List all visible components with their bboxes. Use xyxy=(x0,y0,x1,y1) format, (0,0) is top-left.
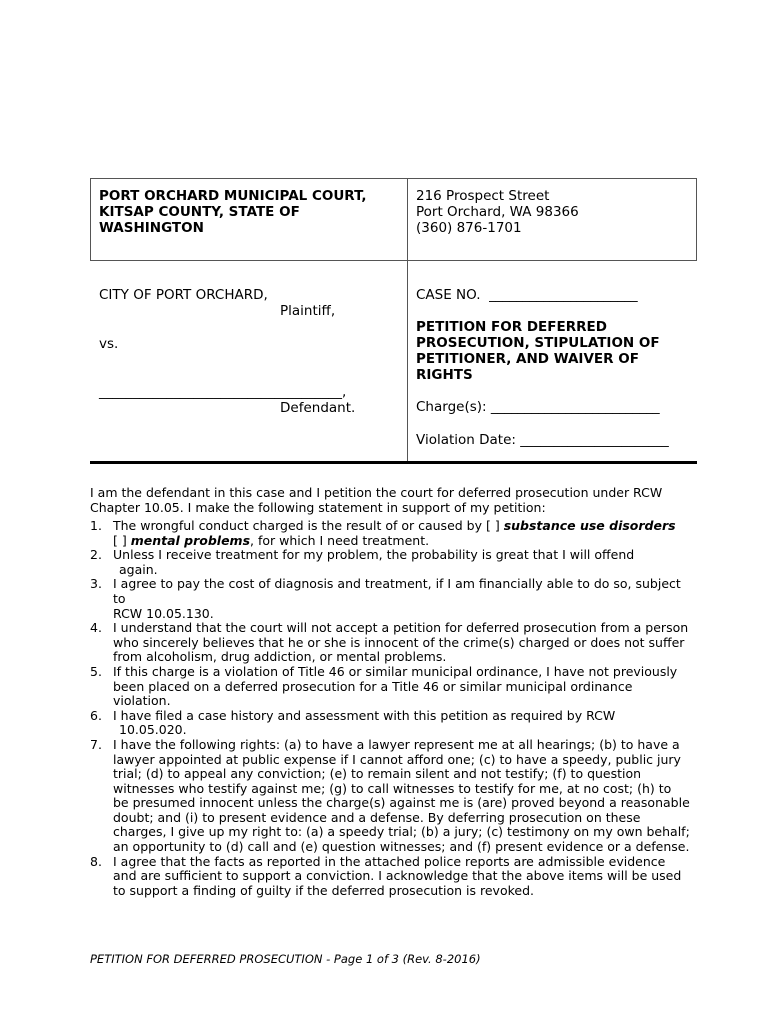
plaintiff-name: CITY OF PORT ORCHARD, xyxy=(99,287,268,303)
list-item: 7. I have the following rights: (a) to have a lawyer represent me at all hearings; (b) to have a lawyer appointed at public expense if I cannot afford one; (c) to have a speedy, public jury trial; (d) to appeal any conviction; (e) to remain silent and not testify; (f) to question witnesses who testify against me; (g) to call witnesses to testify for me, at no cost; (h) to be presumed innocent unless the charge(s) against me is (are) proved beyond a reasonable doubt; and (i) to present evidence and a defense. By deferring prosecution on these charges, I give up my right to: (a) a speedy trial; (b) a jury; (c) testimony on my own behalf; an opportunity to (d) call and (e) question witnesses; and (f) present evidence or a defense. xyxy=(90,736,690,855)
defendant-name-blank: ____________________________________, xyxy=(99,384,347,400)
list-item: 1. The wrongful conduct charged is the result of or caused by [ ] substance use disorders [ ] mental problems, for which I need treatment. xyxy=(90,518,676,548)
list-item: 6. I have filed a case history and assessment with this petition as required by RCW 10.05.020. xyxy=(90,707,616,738)
address-street: 216 Prospect Street xyxy=(416,188,550,204)
court-name: PORT ORCHARD MUNICIPAL COURT, KITSAP COUNTY, STATE OF WASHINGTON xyxy=(99,188,367,236)
caption-bottom-rule xyxy=(90,461,697,464)
address-city: Port Orchard, WA 98366 xyxy=(416,204,579,220)
charges-field: Charge(s): _________________________ xyxy=(416,399,660,415)
case-number-field: CASE NO. ______________________ xyxy=(416,287,638,303)
court-phone: (360) 876-1701 xyxy=(416,220,522,236)
item1-text: The wrongful conduct charged is the result of or caused by [ ] substance use disorders [ ] mental problems, for which I need treatment. xyxy=(113,518,676,548)
page-footer: PETITION FOR DEFERRED PROSECUTION - Page 1 of 3 (Rev. 8-2016) xyxy=(90,952,481,966)
caption-divider xyxy=(407,178,408,463)
list-item: 2. Unless I receive treatment for my problem, the probability is great that I will offend again. xyxy=(90,547,635,577)
mental-problems-option: mental problems xyxy=(130,532,251,548)
defendant-role: Defendant. xyxy=(280,400,356,416)
list-item: 4. I understand that the court will not accept a petition for deferred prosecution from a person who sincerely believes that he or she is innocent of the crime(s) charged or does not suffer from alcoholism, drug addiction, or mental problems. xyxy=(90,620,689,665)
document-title: PETITION FOR DEFERRED PROSECUTION, STIPULATION OF PETITIONER, AND WAIVER OF RIGHTS xyxy=(416,319,660,383)
violation-date-field: Violation Date: ______________________ xyxy=(416,432,669,448)
list-item: 5. If this charge is a violation of Title 46 or similar municipal ordinance, I have not previously been placed on a deferred prosecution for a Title 46 or similar municipal ordinance violation. xyxy=(90,663,678,709)
plaintiff-role: Plaintiff, xyxy=(280,303,336,319)
court-address xyxy=(416,188,686,236)
substance-use-option: substance use disorders xyxy=(503,518,676,533)
statement-list xyxy=(90,519,690,898)
versus-label: vs. xyxy=(99,336,119,352)
list-item: 8. I agree that the facts as reported in the attached police reports are admissible evidence and are sufficient to support a conviction. I acknowledge that the above items will be used to support a finding of guilty if the deferred prosecution is revoked. xyxy=(90,853,682,898)
intro-paragraph: I am the defendant in this case and I petition the court for deferred prosecution under RCW Chapter 10.05. I make the following statement in support of my petition: xyxy=(90,485,663,515)
list-item: 3. I agree to pay the cost of diagnosis and treatment, if I am financially able to do so, subject to RCW 10.05.130. xyxy=(90,576,681,621)
